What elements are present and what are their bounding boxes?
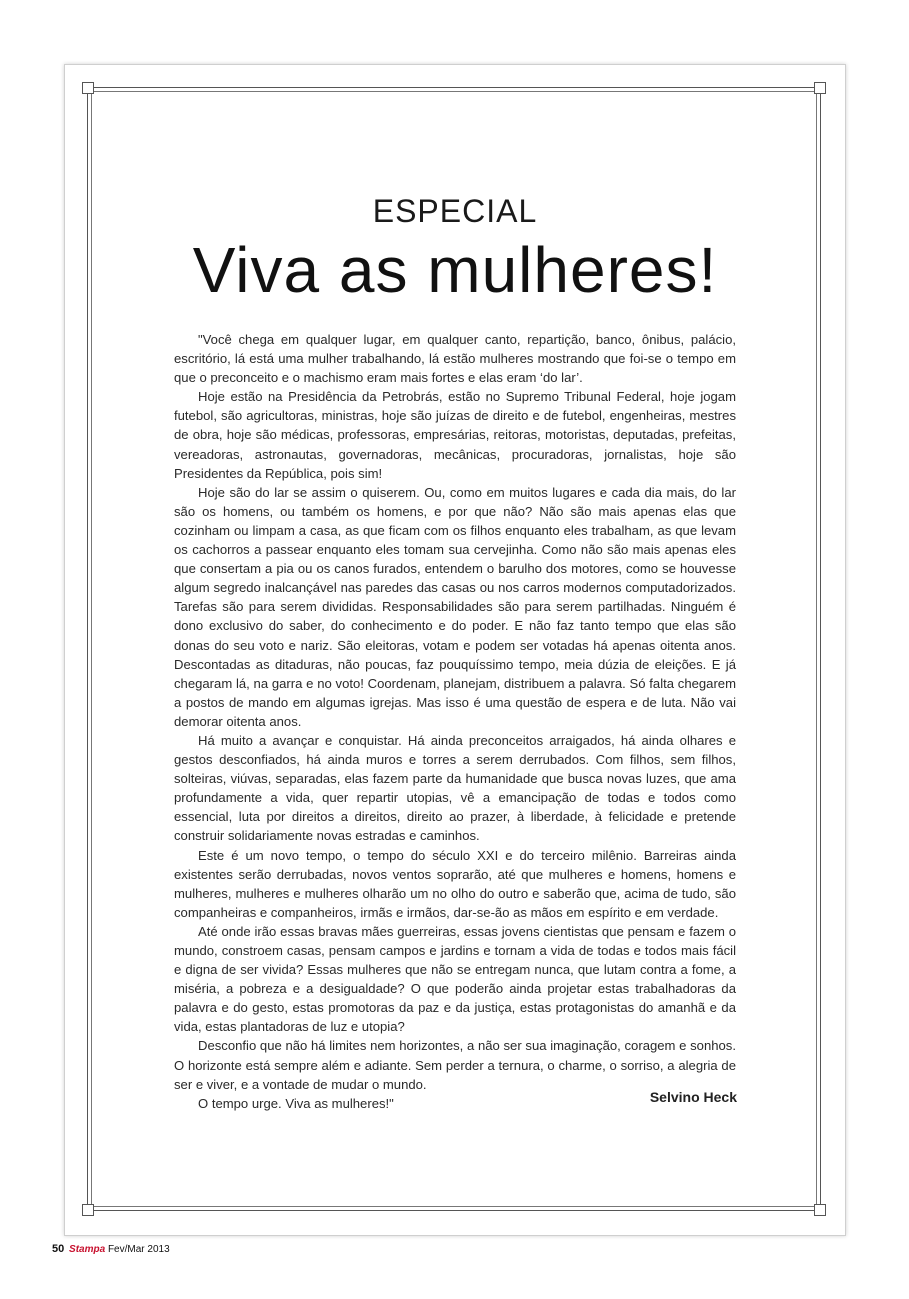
article-title: Viva as mulheres! bbox=[192, 234, 718, 306]
article-paragraph: Até onde irão essas bravas mães guerreiras, essas jovens cientistas que pensam e fazem o mundo, constroem casas, pensam campos e jardins e tornam a vida de todas e todos mais fácil e digna de ser vivida? Essas mulheres que não se entregam nunca, que lutam contra a fome, a miséria, a pobreza e a desigualdade? O que poderão ainda projetar estas trabalhadoras da palavra e do gesto, estas promotoras da paz e da justiça, estas protagonistas do amanhã e da vida, estas plantadoras de luz e utopia? bbox=[174, 923, 736, 1035]
frame-corner-ornament bbox=[82, 1204, 94, 1216]
magazine-name: Stampa bbox=[69, 1244, 106, 1255]
magazine-page bbox=[64, 64, 846, 1236]
frame-corner-ornament bbox=[814, 1204, 826, 1216]
issue-date: Fev/Mar 2013 bbox=[107, 1244, 170, 1255]
article-body bbox=[174, 330, 736, 1113]
article-paragraph: Desconfio que não há limites nem horizontes, a não ser sua imaginação, coragem e sonhos. O horizonte está sempre além e adiante. Sem perder a ternura, o charme, o sorriso, a alegria de ser e viver, e a vontade de mudar o mundo. bbox=[174, 1038, 736, 1092]
article-paragraph: O tempo urge. Viva as mulheres!" bbox=[198, 1095, 394, 1111]
article-paragraph: Há muito a avançar e conquistar. Há ainda preconceitos arraigados, há ainda olhares e gestos desconfiados, há ainda muros e torres a serem derrubados. Com filhos, sem filhos, solteiras, viúvas, separadas, elas fazem parte da humanidade que busca novas luzes, que ama profundamente a vida, quer repartir utopias, vê a emancipação de todas e todos como essencial, luta por direitos a direitos, direito ao prazer, à liberdade, à felicidade e pretende construir solidariamente novas estradas e caminhos. bbox=[174, 732, 736, 844]
section-label: ESPECIAL bbox=[372, 193, 538, 229]
page-footer bbox=[52, 1243, 170, 1255]
article-paragraph: Hoje estão na Presidência da Petrobrás, estão no Supremo Tribunal Federal, hoje jogam futebol, são agricultoras, ministras, hoje são juízas de direito e de futebol, engenheiras, mestres de obra, hoje são médicas, professoras, empresárias, reitoras, motoristas, deputadas, prefeitas, vereadoras, astronautas, governadoras, mecânicas, procuradoras, jornalistas, hoje são Presidentes da República, pois sim! bbox=[174, 389, 736, 481]
article-author: Selvino Heck bbox=[649, 1089, 737, 1105]
frame-corner-ornament bbox=[814, 82, 826, 94]
article-paragraph: Hoje são do lar se assim o quiserem. Ou, como em muitos lugares e cada dia mais, do lar são os homens, ou também os homens, e por que não? Não são mais apenas elas que cozinham ou limpam a casa, as que ficam com os filhos enquanto eles trabalham, as que levam os cachorros a passear enquanto eles tomam sua cervejinha. Como não são mais apenas eles que consertam a pia ou os canos furados, entendem o barulho dos motores, como se houvesse algum segredo inalcançável nas paredes das casas ou nos carros modernos computadorizados. Tarefas são para serem divididas. Responsabilidades são para serem partilhadas. Ninguém é dono exclusivo do saber, do conhecimento e do poder. E não faz tanto tempo que elas são donas do seu voto e nariz. São eleitoras, votam e podem ser votadas há apenas oitenta anos. Descontadas as ditaduras, não poucas, faz pouquíssimo tempo, meia dúzia de eleições. E já chegaram lá, na garra e no voto! Coordenam, planejam, distribuem a palavra. Só falta chegarem a postos de mando em algumas igrejas. Mas isso é uma questão de espera e de luta. Não vai demorar oitenta anos. bbox=[174, 484, 736, 729]
article-paragraph: "Você chega em qualquer lugar, em qualquer canto, repartição, banco, ônibus, palácio, escritório, lá está uma mulher trabalhando, lá estão mulheres mostrando que foi-se o tempo em que o preconceito e o machismo eram mais fortes e elas eram ‘do lar’. bbox=[174, 332, 736, 386]
frame-corner-ornament bbox=[82, 82, 94, 94]
page-number: 50 bbox=[52, 1243, 65, 1255]
article-paragraph: Este é um novo tempo, o tempo do século XXI e do terceiro milênio. Barreiras ainda existentes serão derrubadas, novos ventos soprarão, até que mulheres e homens, homens e mulheres, mulheres e mulheres olharão um no olho do outro e saberão que, acima de tudo, são companheiras e companheiros, irmãs e irmãos, dar-se-ão as mãos em espírito e em verdade. bbox=[174, 847, 736, 920]
